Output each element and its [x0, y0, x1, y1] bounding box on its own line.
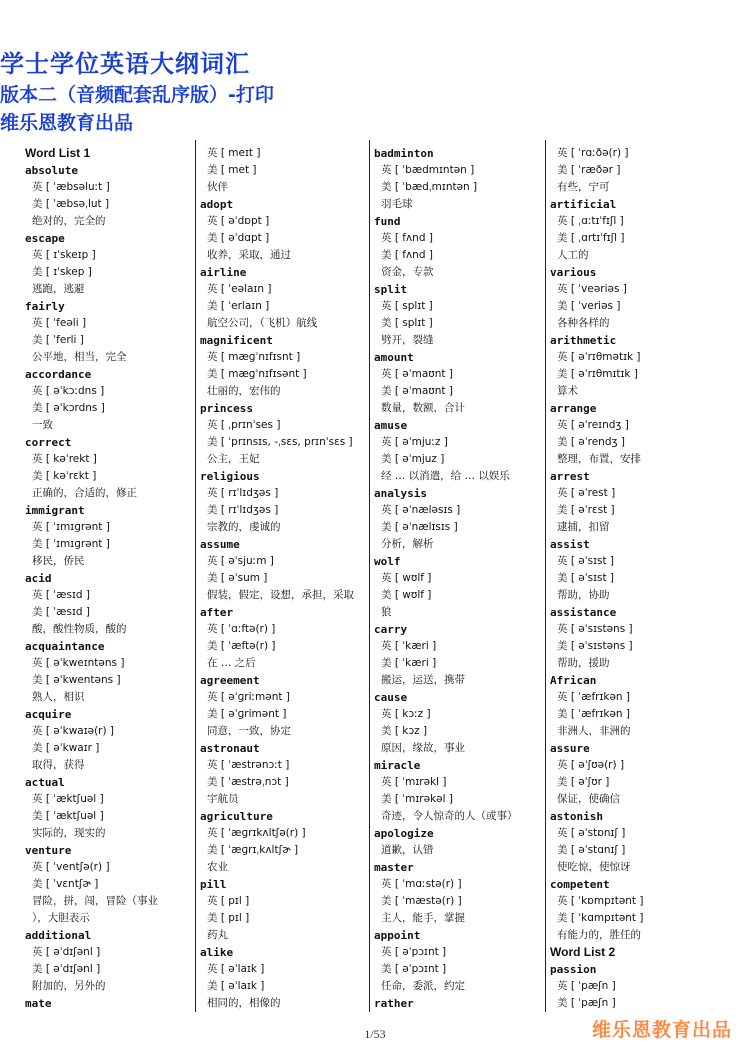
vocab-word: assistance [550, 606, 617, 619]
definition: 熟人，相识 [32, 691, 85, 703]
pronunciation: 美 [ mæɡˈnɪfɪsənt ] [207, 368, 307, 380]
pronunciation: 美 [ ˈvɛntʃɚ ] [32, 878, 99, 890]
definition: 壮丽的，宏伟的 [207, 385, 281, 397]
pronunciation: 英 [ əˈdɪʃənl ] [32, 946, 101, 958]
vocab-word: immigrant [25, 504, 85, 517]
vocab-word: additional [25, 929, 92, 942]
vocab-word: correct [25, 436, 72, 449]
pronunciation: 美 [ splɪt ] [381, 317, 433, 329]
pronunciation: 英 [ ˈveəriəs ] [557, 283, 627, 295]
vocab-word: arrange [550, 402, 597, 415]
pronunciation: 英 [ ɪˈskeɪp ] [32, 249, 96, 261]
pronunciation: 美 [ ˌɑrtɪˈfɪʃl ] [557, 232, 625, 244]
definition: 狼 [381, 606, 392, 618]
definition: 附加的，另外的 [32, 980, 106, 992]
pronunciation: 英 [ ˈɪmɪɡrənt ] [32, 521, 110, 533]
definition: 逃跑，逃避 [32, 283, 85, 295]
vocab-word: fairly [25, 300, 65, 313]
vocab-word: escape [25, 232, 65, 245]
definition: 羽毛球 [381, 198, 413, 210]
definition: 劈开，裂缝 [381, 334, 434, 346]
pronunciation: 美 [ əˈpɔɪnt ] [381, 963, 447, 975]
definition: 药丸 [207, 929, 228, 941]
column-divider [545, 140, 546, 1012]
pronunciation: 英 [ əˈʃʊə(r) ] [557, 759, 625, 771]
vocab-word: rather [374, 997, 414, 1010]
vocab-word: competent [550, 878, 610, 891]
vocab-word: cause [374, 691, 408, 704]
pronunciation: 美 [ ˈmɪrəkəl ] [381, 793, 453, 805]
vocab-word: religious [200, 470, 260, 483]
pronunciation: 美 [ ˈæfrɪkən ] [557, 708, 631, 720]
pronunciation: 美 [ rɪˈlɪdʒəs ] [207, 504, 279, 516]
pronunciation: 英 [ əˈkwaɪə(r) ] [32, 725, 115, 737]
publisher-watermark: 维乐恩教育出品 [591, 1019, 732, 1041]
word-column-4 [550, 145, 715, 1012]
vocab-word: appoint [374, 929, 421, 942]
pronunciation: 英 [ əˈsɪst ] [557, 555, 615, 567]
pronunciation: 英 [ rɪˈlɪdʒəs ] [207, 487, 279, 499]
pronunciation: 英 [ əˈreɪndʒ ] [557, 419, 629, 431]
pronunciation: 美 [ əˈrɪθmɪtɪk ] [557, 368, 638, 380]
pronunciation: 英 [ əˈɡriːmənt ] [207, 691, 290, 703]
definition: 同意，一致，协定 [207, 725, 291, 737]
vocab-word: adopt [200, 198, 234, 211]
pronunciation: 英 [ əˈsɪstəns ] [557, 623, 633, 635]
definition: 帮助，协助 [557, 589, 610, 601]
definition: 非洲人，非洲的 [557, 725, 631, 737]
vocab-word: astonish [550, 810, 603, 823]
pronunciation: 美 [ ˈprɪnsɪs, -ˌsɛs, prɪnˈsɛs ] [207, 436, 353, 448]
pronunciation: 美 [ met ] [207, 164, 257, 176]
vocab-word: pill [200, 878, 227, 891]
vocab-word: magnificent [200, 334, 273, 347]
vocab-word: arithmetic [550, 334, 617, 347]
vocab-word: after [200, 606, 234, 619]
pronunciation: 美 [ ˈæftə(r) ] [207, 640, 276, 652]
definition: 经 … 以消遣，给 … 以娱乐 [381, 470, 510, 482]
vocab-word: arrest [550, 470, 590, 483]
pronunciation: 美 [ ˈmæstə(r) ] [381, 895, 462, 907]
definition: 正确的，合适的，修正 [32, 487, 137, 499]
pronunciation: 美 [ əˈdɑpt ] [207, 232, 270, 244]
pronunciation: 英 [ əˈmjuːz ] [381, 436, 448, 448]
vocab-word: assist [550, 538, 590, 551]
pronunciation: 美 [ ˈferli ] [32, 334, 84, 346]
definition: 使吃惊，使惊讶 [557, 861, 631, 873]
definition: 搬运，运送，携带 [381, 674, 465, 686]
definition: 收养，采取，通过 [207, 249, 291, 261]
pronunciation: 英 [ əˈdɒpt ] [207, 215, 270, 227]
pronunciation: 美 [ ˈæstrəˌnɔt ] [207, 776, 289, 788]
pronunciation: 美 [ əˈrɛst ] [557, 504, 615, 516]
pronunciation: 英 [ ˈæfrɪkən ] [557, 691, 631, 703]
pronunciation: 英 [ splɪt ] [381, 300, 433, 312]
pronunciation: 英 [ ˈkæri ] [381, 640, 437, 652]
vocab-word: agriculture [200, 810, 273, 823]
column-divider [195, 140, 196, 1012]
column-divider [369, 140, 370, 1012]
word-column-2 [200, 145, 365, 1012]
pronunciation: 美 [ kəˈrɛkt ] [32, 470, 97, 482]
pronunciation: 美 [ əˈsum ] [207, 572, 268, 584]
vocab-word: absolute [25, 164, 78, 177]
definition: 伙伴 [207, 181, 228, 193]
definition: 绝对的，完全的 [32, 215, 106, 227]
definition: 取得，获得 [32, 759, 85, 771]
definition: 公主，王妃 [207, 453, 260, 465]
pronunciation: 美 [ kɔz ] [381, 725, 428, 737]
definition: 酸，酸性物质，酸的 [32, 623, 127, 635]
definition: 奇迹，令人惊奇的人（或事） [381, 810, 518, 822]
pronunciation: 美 [ ˈæktʃuəl ] [32, 810, 104, 822]
pronunciation: 英 [ ˈæsɪd ] [32, 589, 90, 601]
definition: 道歉，认错 [381, 844, 434, 856]
definition: 一致 [32, 419, 53, 431]
pronunciation: 美 [ wʊlf ] [381, 589, 432, 601]
vocab-word: agreement [200, 674, 260, 687]
vocab-word: artificial [550, 198, 617, 211]
vocab-word: airline [200, 266, 247, 279]
pronunciation: 美 [ əˈsɪstəns ] [557, 640, 633, 652]
pronunciation: 英 [ ˈeəlaɪn ] [207, 283, 272, 295]
word-list-heading: Word List 1 [25, 146, 91, 160]
document-subtitle: 版本二（音频配套乱序版）-打印 [0, 84, 274, 106]
vocab-word: badminton [374, 147, 434, 160]
pronunciation: 美 [ ˈkɑmpɪtənt ] [557, 912, 644, 924]
definition: 实际的，现实的 [32, 827, 106, 839]
vocab-word: split [374, 283, 408, 296]
vocab-word: acquire [25, 708, 72, 721]
definition: 人工的 [557, 249, 589, 261]
pronunciation: 英 [ əˈnæləsɪs ] [381, 504, 461, 516]
vocab-word: actual [25, 776, 65, 789]
pronunciation: 英 [ əˈrɪθmətɪk ] [557, 351, 641, 363]
definition: 任命，委派，约定 [381, 980, 465, 992]
definition: 相同的，相像的 [207, 997, 281, 1009]
pronunciation: 英 [ ˈkɒmpɪtənt ] [557, 895, 644, 907]
pronunciation: 美 [ əˈkwentəns ] [32, 674, 121, 686]
pronunciation: 英 [ ˈæstrənɔːt ] [207, 759, 290, 771]
pronunciation: 英 [ ˈɑːftə(r) ] [207, 623, 276, 635]
vocab-word: venture [25, 844, 72, 857]
pronunciation: 美 [ ˈveriəs ] [557, 300, 621, 312]
definition: 宇航员 [207, 793, 239, 805]
document-title: 学士学位英语大纲词汇 [0, 50, 250, 78]
vocab-word: mate [25, 997, 52, 1010]
pronunciation: 英 [ kəˈrekt ] [32, 453, 97, 465]
vocab-word: fund [374, 215, 401, 228]
definition: ），大胆表示 [32, 912, 90, 924]
pronunciation: 英 [ əˈrest ] [557, 487, 616, 499]
pronunciation: 美 [ əˈlaɪk ] [207, 980, 265, 992]
pronunciation: 美 [ ˈæsɪd ] [32, 606, 90, 618]
pronunciation: 美 [ əˈkɔrdns ] [32, 402, 105, 414]
vocab-word: amount [374, 351, 414, 364]
pronunciation: 英 [ ˈpæʃn ] [557, 980, 616, 992]
vocab-word: analysis [374, 487, 427, 500]
vocab-word: alike [200, 946, 234, 959]
pronunciation: 美 [ əˈsɪst ] [557, 572, 615, 584]
definition: 有些，宁可 [557, 181, 610, 193]
definition: 各种各样的 [557, 317, 610, 329]
pronunciation: 英 [ əˈstɒnɪʃ ] [557, 827, 626, 839]
definition: 算术 [557, 385, 578, 397]
pronunciation: 美 [ ˈpæʃn ] [557, 997, 616, 1009]
vocab-word: acid [25, 572, 52, 585]
pronunciation: 美 [ əˈrendʒ ] [557, 436, 625, 448]
definition: 帮助，援助 [557, 657, 610, 669]
pronunciation: 美 [ əˈʃʊr ] [557, 776, 610, 788]
vocab-word: African [550, 674, 597, 687]
definition: 航空公司，（飞机）航线 [207, 317, 318, 329]
pronunciation: 英 [ pɪl ] [207, 895, 250, 907]
pronunciation: 英 [ əˈmaʊnt ] [381, 368, 453, 380]
definition: 资金，专款 [381, 266, 434, 278]
pronunciation: 英 [ ˈmɑːstə(r) ] [381, 878, 462, 890]
definition: 数量，数额，合计 [381, 402, 465, 414]
vocab-word: amuse [374, 419, 408, 432]
vocab-word: miracle [374, 759, 421, 772]
definition: 宗教的，虔诚的 [207, 521, 281, 533]
word-list-heading: Word List 2 [550, 945, 616, 959]
definition: 整理，布置，安排 [557, 453, 641, 465]
definition: 冒险，拼，闯，冒险（事业 [32, 895, 158, 907]
definition: 分析，解析 [381, 538, 434, 550]
pronunciation: 美 [ ˈɪmɪɡrənt ] [32, 538, 110, 550]
pronunciation: 美 [ pɪl ] [207, 912, 250, 924]
pronunciation: 美 [ əˈdɪʃənl ] [32, 963, 101, 975]
word-column-1 [25, 145, 190, 1012]
pronunciation: 英 [ ˈæbsəluːt ] [32, 181, 110, 193]
vocab-word: princess [200, 402, 253, 415]
definition: 原因，缘故，事业 [381, 742, 465, 754]
pronunciation: 英 [ ˈæktʃuəl ] [32, 793, 104, 805]
pronunciation: 英 [ əˈpɔɪnt ] [381, 946, 447, 958]
definition: 公平地，相当，完全 [32, 351, 127, 363]
pronunciation: 美 [ əˈnælɪsɪs ] [381, 521, 458, 533]
pronunciation: 美 [ ɪˈskep ] [32, 266, 92, 278]
vocab-word: carry [374, 623, 408, 636]
pronunciation: 美 [ ˈæɡrɪˌkʌltʃɚ ] [207, 844, 299, 856]
pronunciation: 英 [ ˈmɪrəkl ] [381, 776, 447, 788]
pronunciation: 英 [ wʊlf ] [381, 572, 432, 584]
definition: 保证，使确信 [557, 793, 620, 805]
pronunciation: 英 [ əˈkweɪntəns ] [32, 657, 125, 669]
pronunciation: 美 [ əˈɡrimənt ] [207, 708, 287, 720]
vocab-word: master [374, 861, 414, 874]
definition: 在 … 之后 [207, 657, 256, 669]
pronunciation: 英 [ ˈfeəli ] [32, 317, 87, 329]
vocab-word: astronaut [200, 742, 260, 755]
pronunciation: 英 [ fʌnd ] [381, 232, 433, 244]
vocab-word: passion [550, 963, 597, 976]
definition: 主人，能手，掌握 [381, 912, 465, 924]
pronunciation: 英 [ ˌprɪnˈses ] [207, 419, 281, 431]
definition: 有能力的，胜任的 [557, 929, 641, 941]
pronunciation: 美 [ ˈbædˌmɪntən ] [381, 181, 478, 193]
vocab-word: wolf [374, 555, 401, 568]
pronunciation: 英 [ mæɡˈnɪfɪsnt ] [207, 351, 301, 363]
pronunciation: 英 [ ˈventʃə(r) ] [32, 861, 110, 873]
vocab-word: assure [550, 742, 590, 755]
pronunciation: 美 [ ˈræðər ] [557, 164, 621, 176]
vocab-word: accordance [25, 368, 92, 381]
pronunciation: 美 [ ˈæbsəˌlut ] [32, 198, 110, 210]
definition: 假装，假定，设想，承担，采取 [207, 589, 354, 601]
pronunciation: 英 [ əˈkɔːdns ] [32, 385, 105, 397]
pronunciation: 美 [ ˈerlaɪn ] [207, 300, 270, 312]
pronunciation: 英 [ əˈlaɪk ] [207, 963, 265, 975]
word-column-3 [374, 145, 539, 1012]
pronunciation: 美 [ fʌnd ] [381, 249, 433, 261]
pronunciation: 美 [ ˈkæri ] [381, 657, 437, 669]
page-number: 1/53 [364, 1027, 386, 1041]
vocab-word: assume [200, 538, 240, 551]
vocab-word: acquaintance [25, 640, 105, 653]
definition: 逮捕，扣留 [557, 521, 610, 533]
pronunciation: 英 [ kɔːz ] [381, 708, 431, 720]
pronunciation: 英 [ ˌɑːtɪˈfɪʃl ] [557, 215, 624, 227]
pronunciation: 美 [ əˈmjuz ] [381, 453, 445, 465]
publisher-line: 维乐恩教育出品 [0, 112, 134, 134]
pronunciation: 美 [ əˈmaʊnt ] [381, 385, 453, 397]
vocab-word: various [550, 266, 597, 279]
vocab-word: apologize [374, 827, 434, 840]
pronunciation: 英 [ meɪt ] [207, 147, 261, 159]
pronunciation: 美 [ əˈkwaɪr ] [32, 742, 100, 754]
pronunciation: 英 [ ˈrɑːðə(r) ] [557, 147, 629, 159]
definition: 移民，侨民 [32, 555, 85, 567]
pronunciation: 美 [ əˈstɑnɪʃ ] [557, 844, 626, 856]
pronunciation: 英 [ ˈbædmɪntən ] [381, 164, 475, 176]
pronunciation: 英 [ əˈsjuːm ] [207, 555, 274, 567]
definition: 农业 [207, 861, 228, 873]
pronunciation: 英 [ ˈæɡrɪkʌltʃə(r) ] [207, 827, 306, 839]
